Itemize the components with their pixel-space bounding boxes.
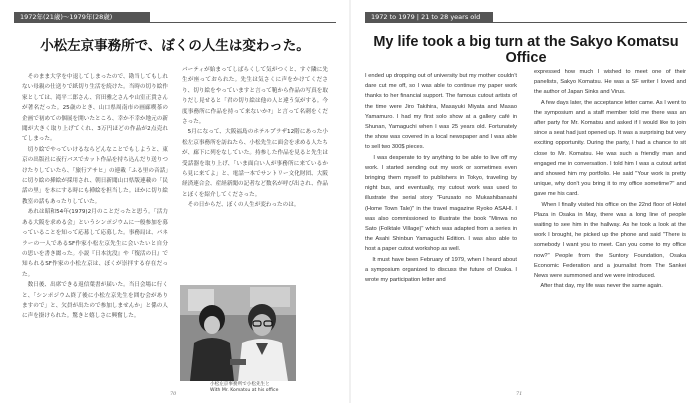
left-body-column-2: パーティが始まってしばらくして気がつくと、すぐ隣に先生が座っておられた。先生は気さくに声をかけてくださり、切り絵をやっていますと言って鞄から作品の写真を取りだし見せると「君の切り絵は他の人と違う気がする。今度事務所に作品を持って来ないか?」と言って名刺をくださった。 5月になって、大阪福島のホテルプラザ12階にあった小松左京事務所を訪ねたら、小松先生に面会を求める人たちが、廊下に列をなしていた。持参した作品を見ると先生は受話器を取り上げ、「いま面白い人が事務所に来ているから見に来てよ」と、電話一本でサントリー文化財団、大阪経済連合会、産経新聞の記者など数名が呼び出され、作品とぼくを紹介してくださった。 その日からだ、ぼくの人生が変わったのは。 — [182, 67, 328, 209]
left-header-rule — [14, 22, 336, 23]
office-photo — [180, 285, 296, 381]
photo-caption-en: With Mr. Komatsu at his office — [210, 388, 279, 394]
right-body-column-1: I ended up dropping out of university but my mother couldn't dare cut me off, so I was able to continue my paper work thanks to her financial support. The famous cutout artists of the time were Jiro Takihira, Masayuki Miyata and Masao Yamamuro. I had my first solo show at a gallery café in Shunan, Yamaguchi when I was 25 years old. Fortunately the show was covered in a local newspaper and I was able to sell two 300$ pieces. I was desperate to try anything to be able to live off my work. I started sending out my work or sometimes even bringing them myself to publishers in Tokyo, traveling by night bus, and eventually, my cutout work was used to illustrate the serial story "Furusato no Mukashibanashi (Home Town Tale)" in the travel magazine Ryoko ASAHI. I was also commissioned to illustrate the book "Minwa no Sato (Folktale Village)" which was adapted from a series in the Asahi Shinbun Yamaguchi Edition. I was also able to host a paper cutout workshop as well. It must have been February of 1979, when I heard about a symposium organized to discuss the future of Osaka. I wrote my participation letter and — [365, 73, 517, 284]
photo-caption-jp: 小松左京事務所で小松先生と — [210, 382, 270, 387]
right-page-number: 71 — [516, 391, 523, 397]
right-page-title: My life took a big turn at the Sakyo Komatsu Office — [373, 34, 679, 66]
left-page-number: 70 — [170, 391, 177, 397]
left-page-title: 小松左京事務所で、ぼくの人生は変わった。 — [40, 38, 310, 54]
right-body-column-2: expressed how much I wished to meet one of their panelists, Sakyo Komatsu. He was a SF writer I loved and the author of Japan Sinks and Virus. A few days later, the acceptance letter came. As I went to the symposium and a staff member told me there was an after party for Mr. Komatsu and asked if I would like to join since a seat had just opened up. It was a surprising but very exciting opportunity. During the party, I had a chance to sit close to Mr. Komatsu. He was such a friendly man and engaged me in conversation. I told him I was a cutout artist and showed him my portfolio. He said "Your work is pretty unique, why don't you bring it to my office sometime?" and gave me his card. When I finally visited his office on the 22nd floor of Hotel Plaza in Osaka in May, there was a long line of people waiting to see him in the hallway. As he took a look at the work I brought, he picked up the phone and said "There is somebody I want you to meet. Can you come to my office now?" People from the Suntory Foundation, Osaka Economic Federation and a journalist from The Sankei News were summoned and we were introduced. After that day, my life was never the same again. — [534, 69, 686, 290]
photo-caption — [210, 382, 330, 394]
right-page — [350, 0, 700, 403]
left-body-column-1: そのまま大学を中退してしまったので、勘当してもしれない母親の仕送りで紙切り生活を続けた。当時の切り絵作家としては、滝平二郎さん、宮田雅之さんや山室正貴さんが著名だった。25歳のとき、山口県周南市の画廊喫茶の企画で初めての個展を開いたところ、幸か不幸か地元の新聞が大きく取り上げてくれ、3万円ほどの作品が2点売れてしまった。 切り絵でやっていけるならどんなことでもしようと、東京の出版社に夜行バスでカット作品を持ち込んだり送りつけたりしていたら、「旅行アサヒ」の連載「ふる里の音話」に切り絵の挿絵が採用され、朝日新聞山口県版連載の「民話の里」を本にする時にも挿絵を担当した。ほかに切り絵教室の話もあったりしていた。 あれは昭和54年(1979)2月のことだったと思う。「活力ある大阪を求める会」というシンポジウムに一般参加を募っていることを知って応募して応募した。事務局は、パネラーの一人であるSF作家小松左京先生に会いたいと自分の思いを書き綴った。小説『日本沈没』や『復活の日』で知られるSF作家の小松左京は、ぼくが崇拝する存在だった。 数日後、出席できる返信葉書が届いた。当日会場に行くと、「シンポジウム終了後に小松左京先生を囲む会がありますので」と、欠員が出たので参加しませんか」と係の人に声を掛けられた。驚きと嬉しさに興奮した。 — [22, 74, 168, 320]
right-header-rule — [365, 22, 687, 23]
left-header-bar: 1972年(21歳)～1979年(28歳) — [14, 12, 150, 23]
right-header-bar: 1972 to 1979 | 21 to 28 years old — [365, 12, 493, 23]
